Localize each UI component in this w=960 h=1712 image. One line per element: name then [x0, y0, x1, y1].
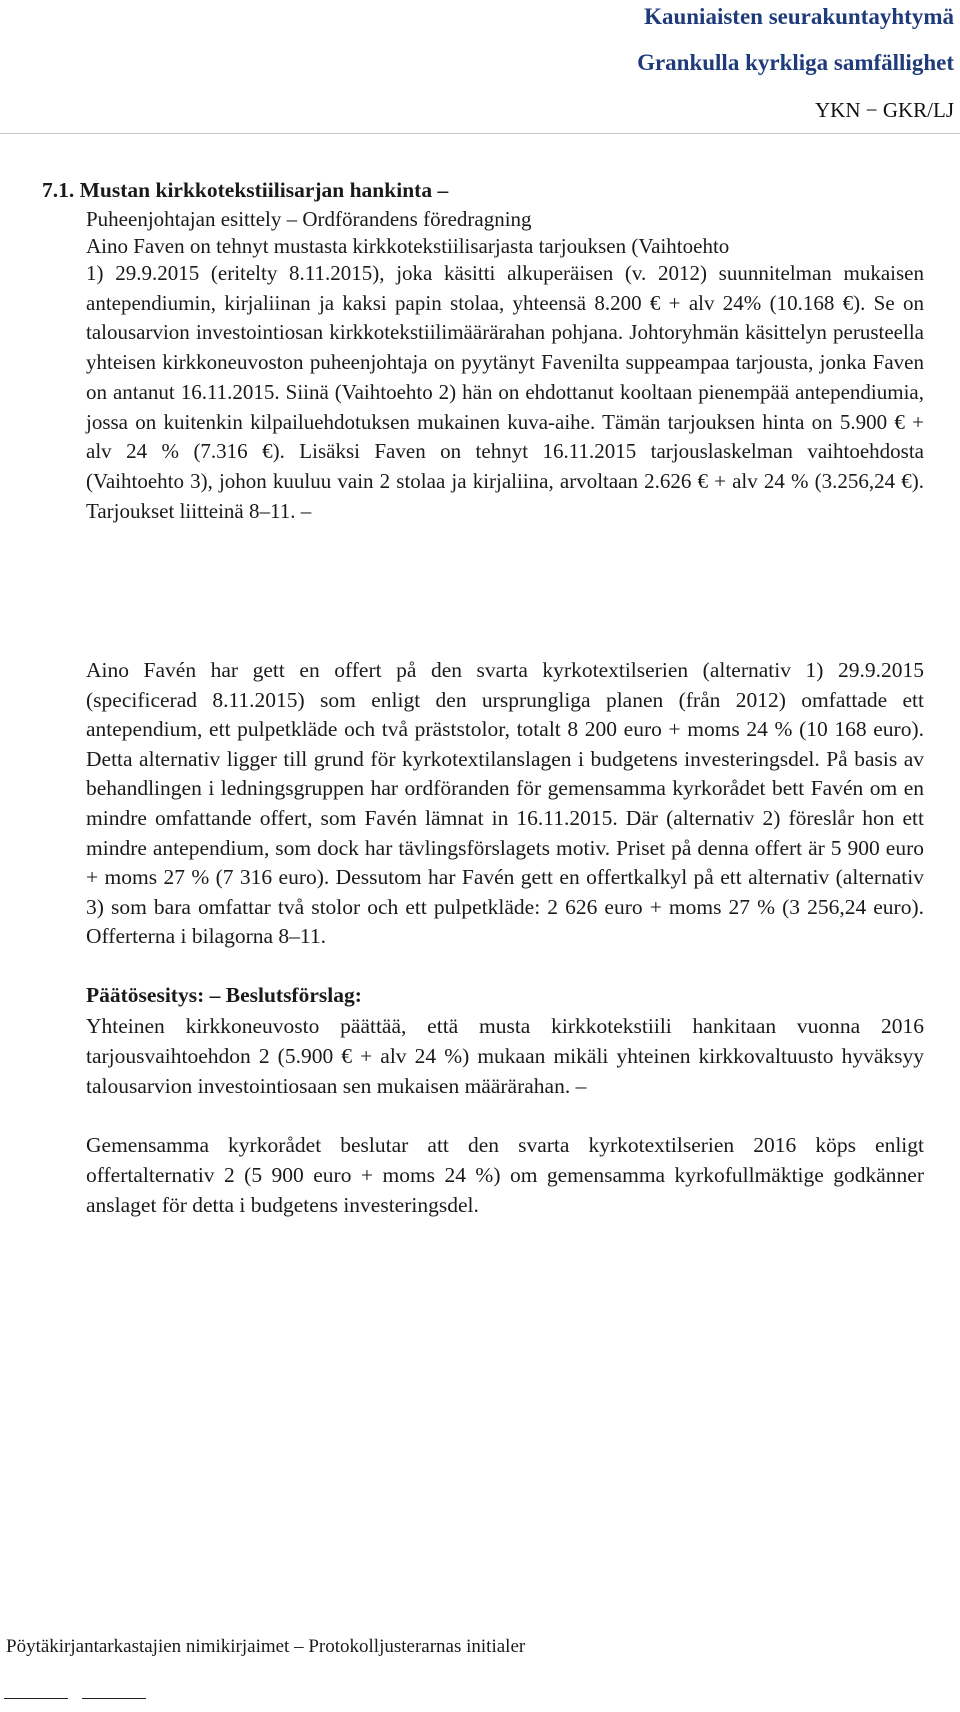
- section-intro: [86, 206, 926, 260]
- decision-proposal-fi: Yhteinen kirkkoneuvosto päättää, että musta kirkkotekstiili hankitaan vuonna 2016 tarjousvaihtoehdon 2 (5.900 € + alv 24 %) mukaan mikäli yhteinen kirkkovaltuusto hyväksyy talousarvion investointiosaan sen mukaisen määrärahan. –: [86, 1014, 924, 1098]
- decision-proposal-sv: Gemensamma kyrkorådet beslutar att den svarta kyrkotextilserien 2016 köps enligt offertalternativ 2 (5 900 euro + moms 24 %) om gemensamma kyrkofullmäktige godkänner anslaget för detta i budgetens investeringsdel.: [86, 1133, 924, 1217]
- presenter-line: Puheenjohtajan esittely – Ordförandens föredragning: [86, 207, 532, 231]
- signature-caption: Pöytäkirjantarkastajien nimikirjaimet – Protokolljusterarnas initialer: [6, 1636, 526, 1657]
- signature-line-1: [4, 1698, 68, 1699]
- document-reference: YKN − GKR/LJ: [814, 98, 954, 122]
- organization-name-sv: Grankulla kyrkliga samfällighet: [637, 50, 954, 75]
- body-paragraph-sv: Aino Favén har gett en offert på den svarta kyrkotextilserien (alternativ 1) 29.9.2015 (specificerad 8.11.2015) som enligt den ursprungliga planen (från 2012) omfattade ett antependium, ett pulpetkläde och två präststolor, totalt 8 200 euro + moms 24 % (10 168 euro). Detta alternativ ligger till grund för kyrkotextilanslagen i budgetens investeringsdel. På basis av behandlingen i ledningsgruppen har ordföranden för gemensamma kyrkorådet bett Favén om en mindre omfattande offert, som Favén lämnat in 16.11.2015. Där (alternativ 2) föreslår hon ett mindre antependium, som dock har tävlingsförslagets motiv. Priset på denna offert är 5 900 euro + moms 27 % (7 316 euro). Dessutom har Favén gett en offertkalkyl på ett alternativ (alternativ 3) som bara omfattar två stolor och ett pulpetkläde: 2 626 euro + moms 27 % (3 256,24 euro). Offerterna i bilagorna 8–11.: [86, 658, 924, 949]
- signature-line-2: [82, 1698, 146, 1699]
- header-divider: [0, 133, 960, 134]
- section-title: 7.1. Mustan kirkkotekstiilisarjan hankinta –: [42, 178, 449, 202]
- intro-line: Aino Faven on tehnyt mustasta kirkkotekstiilisarjasta tarjouksen (Vaihtoehto: [86, 234, 730, 258]
- organization-name-fi: Kauniaisten seurakuntayhtymä: [644, 4, 954, 29]
- body-paragraph-fi: 1) 29.9.2015 (eritelty 8.11.2015), joka käsitti alkuperäisen (v. 2012) suunnitelman mukaisen antependiumin, kirjaliinan ja kaksi papin stolaa, yhteensä 8.200 € + alv 24% (10.168 €). Se on talousarvion investointiosan kirkkotekstiilimäärärahan pohjana. Johtoryhmän käsittelyn perusteella yhteisen kirkkoneuvoston puheenjohtaja on pyytänyt Favenilta suppeampaa tarjousta, jonka Faven on antanut 16.11.2015. Siinä (Vaihtoehto 2) hän on ehdottanut kooltaan pienempää antependiumia, jossa on kuitenkin kilpailuehdotuksen mukainen kuva-aihe. Tämän tarjouksen hinta on 5.900 € + alv 24 % (7.316 €). Lisäksi Faven on tehnyt 16.11.2015 tarjouslaskelman vaihtoehdosta (Vaihtoehto 3), johon kuuluu vain 2 stolaa ja kirjaliina, arvoltaan 2.626 € + alv 24 % (3.256,24 €). Tarjoukset liitteinä 8–11. –: [86, 261, 924, 523]
- decision-heading: Päätösesitys: – Beslutsförslag:: [86, 983, 362, 1007]
